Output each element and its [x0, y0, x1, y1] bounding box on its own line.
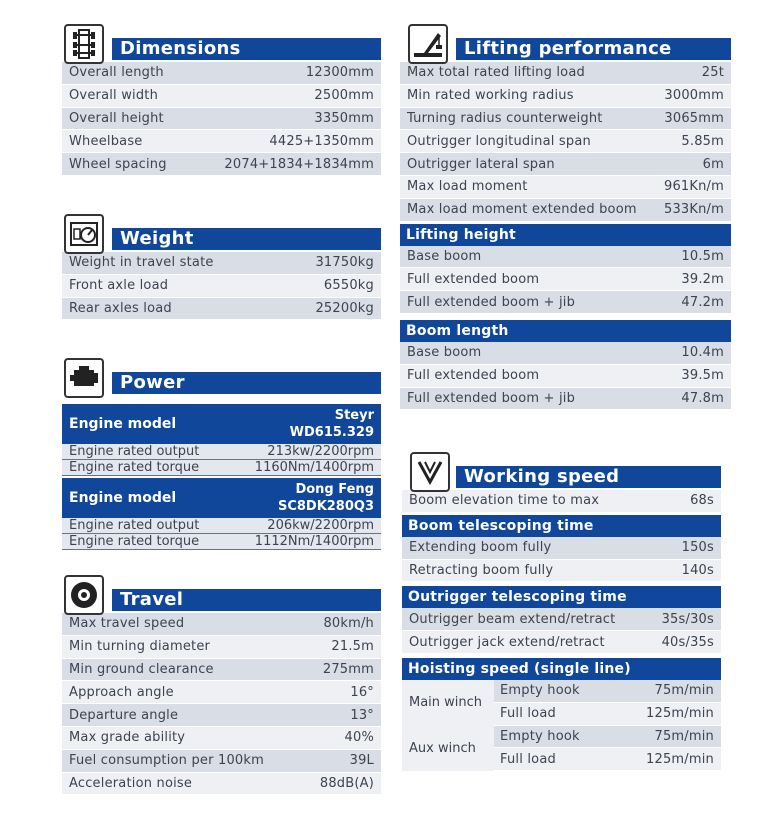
row-value: 125m/min: [646, 706, 714, 722]
row-value: 1112Nm/1400rpm: [254, 534, 374, 549]
row-label: Front axle load: [69, 278, 169, 294]
table-row: [400, 62, 731, 85]
row-label: Extending boom fully: [409, 540, 552, 556]
row-value: 35s/30s: [661, 611, 714, 627]
table-row: [62, 252, 381, 275]
row-label: Empty hook: [500, 683, 580, 699]
working-speed-rows: [402, 490, 721, 513]
table-row: [62, 704, 381, 727]
hoist-group-aux: [402, 726, 721, 772]
table-row: [62, 153, 381, 176]
working-speed-header: [402, 452, 721, 488]
row-value: 25200kg: [315, 300, 374, 316]
row-value: 213kw/2200rpm: [267, 444, 374, 459]
row-label: Departure angle: [69, 707, 179, 723]
row-value: 13°: [350, 707, 374, 723]
table-row: [400, 291, 731, 314]
boom-length-title: Boom length: [400, 320, 731, 342]
row-label: Empty hook: [500, 728, 580, 744]
table-row: [400, 388, 731, 411]
table-row: [62, 773, 381, 796]
table-row: [62, 85, 381, 108]
row-label: Turning radius counterweight: [407, 110, 603, 126]
row-label: Wheel spacing: [69, 156, 167, 172]
row-value: 2074+1834+1834mm: [224, 156, 374, 172]
row-value: 68s: [690, 493, 714, 509]
travel-rows: [62, 613, 381, 795]
engine-code: WD615.329: [289, 425, 374, 440]
scale-icon: [64, 214, 104, 254]
row-value: 3065mm: [664, 110, 724, 126]
tire-icon: [64, 575, 104, 615]
row-label: Weight in travel state: [69, 255, 214, 271]
table-row: [62, 613, 381, 636]
engine-brand: Dong Feng: [295, 482, 374, 497]
engine-model-row: [62, 478, 381, 518]
row-value: 40%: [344, 730, 374, 746]
row-label: Engine rated torque: [69, 534, 200, 549]
row-value: 5.85m: [681, 133, 724, 149]
dimensions-header: [62, 24, 381, 60]
table-row: [400, 153, 731, 176]
engine-block: [62, 404, 381, 476]
row-value: 6m: [702, 156, 724, 172]
row-label: Engine rated output: [69, 444, 200, 459]
row-value: 40s/35s: [661, 634, 714, 650]
section-title: Weight: [112, 228, 381, 250]
table-row: [402, 537, 721, 560]
boom-telescoping-rows: [402, 537, 721, 583]
axle-layout-icon: [64, 24, 104, 64]
row-value: 6550kg: [323, 278, 374, 294]
row-label: Overall width: [69, 88, 159, 104]
row-value: 125m/min: [646, 751, 714, 767]
row-label: Full load: [500, 706, 556, 722]
row-label: Boom elevation time to max: [409, 493, 600, 509]
row-value: 88dB(A): [319, 775, 374, 791]
table-row: [62, 460, 381, 476]
table-row: [62, 534, 381, 550]
table-row: [400, 342, 731, 365]
row-value: 80km/h: [323, 616, 374, 632]
hoist-group-label: Main winch: [409, 695, 483, 711]
row-label: Overall length: [69, 65, 164, 81]
table-row: [62, 681, 381, 704]
boom-length-rows: [400, 342, 731, 410]
row-label: Full extended boom: [407, 368, 540, 384]
table-row: [62, 275, 381, 298]
engine-icon: [64, 358, 104, 398]
row-value: 1160Nm/1400rpm: [254, 460, 374, 475]
row-value: 140s: [681, 562, 714, 578]
table-row: [400, 130, 731, 153]
table-row: [62, 727, 381, 750]
table-row: [494, 680, 721, 703]
row-label: Base boom: [407, 345, 482, 361]
row-label: Approach angle: [69, 684, 174, 700]
table-row: [400, 268, 731, 291]
row-label: Engine rated torque: [69, 460, 200, 475]
outrigger-telescoping-title: Outrigger telescoping time: [402, 586, 721, 608]
crane-icon: [408, 24, 448, 64]
engine-model-label: Engine model: [69, 490, 177, 506]
row-label: Outrigger longitudinal span: [407, 133, 591, 149]
speed-v-icon: [410, 452, 450, 492]
row-value: 10.5m: [681, 248, 724, 264]
section-title: Lifting performance: [456, 38, 731, 60]
travel-header: [62, 575, 381, 611]
lifting-rows: [400, 62, 731, 222]
row-label: Full extended boom + jib: [407, 390, 576, 406]
lifting-height-rows: [400, 246, 731, 314]
row-value: 39.2m: [681, 271, 724, 287]
table-row: [402, 490, 721, 513]
row-value: 75m/min: [654, 683, 714, 699]
working-speed-section: [402, 452, 721, 771]
table-row: [400, 108, 731, 131]
row-label: Acceleration noise: [69, 775, 193, 791]
lifting-section: [400, 24, 731, 410]
row-value: 275mm: [322, 661, 374, 677]
row-value: 31750kg: [315, 255, 374, 271]
row-label: Outrigger lateral span: [407, 156, 555, 172]
row-value: 961Kn/m: [663, 179, 724, 195]
row-label: Min ground clearance: [69, 661, 214, 677]
engine-model-row: [62, 404, 381, 444]
table-row: [402, 608, 721, 631]
row-value: 12300mm: [305, 65, 374, 81]
power-section: [62, 358, 381, 550]
hoist-group-main: [402, 680, 721, 726]
row-value: 150s: [681, 540, 714, 556]
hoisting-speed-table: [402, 680, 721, 771]
row-value: 21.5m: [331, 639, 374, 655]
lifting-height-title: Lifting height: [400, 224, 731, 246]
weight-header: [62, 214, 381, 250]
table-row: [62, 130, 381, 153]
power-header: [62, 358, 381, 394]
row-value: 39L: [349, 753, 374, 769]
hoist-group-label: Aux winch: [409, 740, 476, 756]
table-row: [62, 750, 381, 773]
row-value: 2500mm: [314, 88, 374, 104]
table-row: [494, 703, 721, 726]
row-label: Wheelbase: [69, 133, 143, 149]
row-label: Full load: [500, 751, 556, 767]
dimensions-section: [62, 24, 381, 176]
row-label: Max load moment extended boom: [407, 202, 637, 218]
row-label: Max grade ability: [69, 730, 186, 746]
table-row: [62, 298, 381, 321]
row-value: 3000mm: [664, 88, 724, 104]
section-title: Travel: [112, 589, 381, 611]
hoist-group-rows: [494, 680, 721, 726]
engine-model-label: Engine model: [69, 416, 177, 432]
row-label: Max load moment: [407, 179, 528, 195]
row-label: Engine rated output: [69, 518, 200, 533]
row-label: Full extended boom: [407, 271, 540, 287]
table-row: [62, 518, 381, 534]
table-row: [62, 444, 381, 460]
row-label: Max travel speed: [69, 616, 185, 632]
row-value: 75m/min: [654, 728, 714, 744]
section-title: Dimensions: [112, 38, 381, 60]
dimensions-rows: [62, 62, 381, 176]
hoist-group-rows: [494, 726, 721, 772]
engine-model-value: [278, 481, 374, 515]
boom-telescoping-title: Boom telescoping time: [402, 515, 721, 537]
table-row: [400, 365, 731, 388]
row-label: Fuel consumption per 100km: [69, 753, 264, 769]
row-label: Outrigger beam extend/retract: [409, 611, 616, 627]
lifting-header: [400, 24, 731, 60]
row-label: Base boom: [407, 248, 482, 264]
table-row: [62, 108, 381, 131]
table-row: [400, 176, 731, 199]
table-row: [494, 726, 721, 749]
row-label: Max total rated lifting load: [407, 65, 585, 81]
row-label: Full extended boom + jib: [407, 294, 576, 310]
row-value: 39.5m: [681, 368, 724, 384]
row-value: 16°: [350, 684, 374, 700]
row-label: Retracting boom fully: [409, 562, 554, 578]
table-row: [400, 246, 731, 269]
row-value: 206kw/2200rpm: [267, 518, 374, 533]
table-row: [400, 85, 731, 108]
row-value: 3350mm: [314, 110, 374, 126]
row-value: 10.4m: [681, 345, 724, 361]
weight-rows: [62, 252, 381, 320]
row-value: 4425+1350mm: [269, 133, 374, 149]
engine-model-value: [290, 407, 374, 441]
engine-block: [62, 478, 381, 550]
hoisting-speed-title: Hoisting speed (single line): [402, 658, 721, 680]
table-row: [400, 199, 731, 222]
row-label: Outrigger jack extend/retract: [409, 634, 605, 650]
row-label: Min turning diameter: [69, 639, 211, 655]
section-title: Power: [112, 372, 381, 394]
table-row: [402, 631, 721, 654]
travel-section: [62, 575, 381, 795]
row-value: 47.8m: [681, 390, 724, 406]
table-row: [62, 659, 381, 682]
engine-brand: Steyr: [334, 408, 374, 423]
engine-code: SC8DK280Q3: [277, 499, 374, 514]
row-value: 25t: [701, 65, 724, 81]
row-label: Overall height: [69, 110, 164, 126]
row-value: 533Kn/m: [663, 202, 724, 218]
row-value: 47.2m: [681, 294, 724, 310]
table-row: [494, 748, 721, 771]
table-row: [62, 62, 381, 85]
section-title: Working speed: [456, 466, 721, 488]
table-row: [402, 560, 721, 583]
row-label: Rear axles load: [69, 300, 172, 316]
row-label: Min rated working radius: [407, 88, 574, 104]
outrigger-telescoping-rows: [402, 608, 721, 654]
table-row: [62, 636, 381, 659]
weight-section: [62, 214, 381, 320]
